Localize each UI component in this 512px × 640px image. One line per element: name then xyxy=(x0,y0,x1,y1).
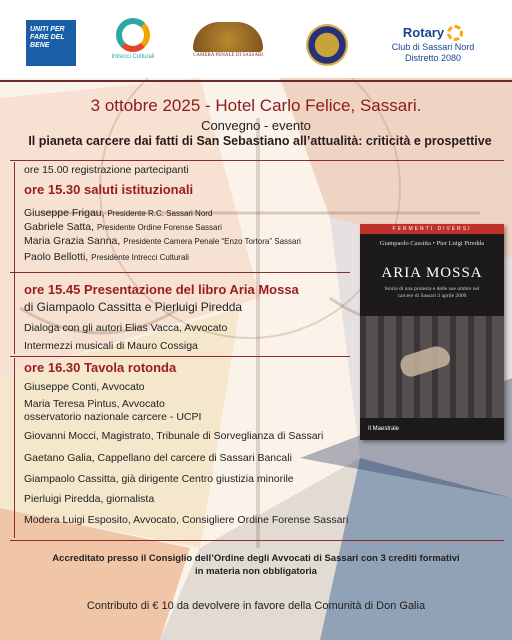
accreditation-line-1: Accreditato presso il Consiglio dell’Ordine degli Avvocati di Sassari con 3 crediti formativi xyxy=(52,553,460,564)
program-divider-top xyxy=(10,160,504,161)
presentation-dialogue: Dialoga con gli autori Elias Vacca, Avvocato xyxy=(24,322,228,334)
event-type: Convegno - evento xyxy=(201,118,311,133)
intrecci-ring-icon xyxy=(116,18,150,52)
ordine-avvocati-seal-icon xyxy=(306,24,348,66)
roundtable-moderator: Modera Luigi Esposito, Avvocato, Consigliere Ordine Forense Sassari xyxy=(24,514,349,526)
program-bar-greetings xyxy=(14,162,15,274)
header-divider xyxy=(0,80,512,82)
presentation-authors: di Giampaolo Cassitta e Pierluigi Piredda xyxy=(24,300,243,314)
presentation-music: Intermezzi musicali di Mauro Cossiga xyxy=(24,340,198,352)
roundtable-participant: Gaetano Galia, Cappellano del carcere di Sassari Bancali xyxy=(24,452,292,464)
camera-penale-logo xyxy=(188,22,268,68)
program-divider-presentation xyxy=(10,272,350,273)
rotary-name: Rotary xyxy=(402,25,445,41)
accreditation-note xyxy=(16,552,496,578)
book-authors: Giampaolo Cassitta • Pier Luigi Piredda xyxy=(379,240,485,247)
registration-line: ore 15.00 registrazione partecipanti xyxy=(24,164,189,176)
intrecci-culturali-logo xyxy=(108,18,158,70)
roundtable-participant: Pierluigi Piredda, giornalista xyxy=(24,493,155,505)
presentation-heading: ore 15.45 Presentazione del libro Aria Mossa xyxy=(24,282,299,297)
event-theme: Il pianeta carcere dai fatti di San Sebastiano all’attualità: criticità e prospettive xyxy=(28,134,492,148)
roundtable-participant: Maria Teresa Pintus, Avvocato xyxy=(24,398,165,410)
rotary-club: Club di Sassari Nord xyxy=(391,42,475,52)
rotary-district: Distretto 2080 xyxy=(404,53,462,63)
accreditation-line-2: in materia non obbligatoria xyxy=(195,566,317,577)
program-bar-presentation xyxy=(14,274,15,354)
camera-penale-emblem-icon xyxy=(193,22,263,52)
greetings-heading: ore 15.30 saluti istituzionali xyxy=(24,182,194,197)
book-title: ARIA MOSSA xyxy=(381,265,483,281)
rotary-logo xyxy=(374,24,492,74)
book-subtitle: Storia di una protesta e delle sue ombre nel carcere di Sassari 3 aprile 2000 xyxy=(384,286,480,299)
contribution-note: Contributo di € 10 da devolvere in favore della Comunità di Don Galia xyxy=(86,600,426,612)
greeting-person: Gabriele Satta, Presidente Ordine Forense Sassari xyxy=(24,221,222,233)
book-cover-image xyxy=(360,316,504,418)
roundtable-participant: Giovanni Mocci, Magistrato, Tribunale di Sorveglianza di Sassari xyxy=(24,430,324,442)
hand-image xyxy=(398,343,452,379)
uniti-per-fare-del-bene-logo: UNITI PER FARE DEL BENE xyxy=(26,20,76,66)
roundtable-participant: Giuseppe Conti, Avvocato xyxy=(24,381,145,393)
greeting-person: Paolo Bellotti, Presidente Intrecci Culturali xyxy=(24,251,189,263)
rotary-wheel-icon xyxy=(447,25,463,41)
roundtable-participant: osservatorio nazionale carcere - UCPI xyxy=(24,411,202,423)
camera-penale-logo-label: CAMERA PENALE DI SASSARI xyxy=(193,53,263,58)
greeting-person: Giuseppe Frigau, Presidente R.C. Sassari Nord xyxy=(24,207,213,219)
greeting-person: Maria Grazia Sanna, Presidente Camera Penale “Enzo Tortora” Sassari xyxy=(24,235,301,247)
roundtable-heading: ore 16.30 Tavola rotonda xyxy=(24,360,177,375)
program-bar-roundtable xyxy=(14,358,15,538)
book-cover xyxy=(360,224,504,440)
program-divider-roundtable xyxy=(10,356,350,357)
program-divider-bottom xyxy=(10,540,504,541)
logo-row xyxy=(0,0,512,76)
intrecci-logo-label: Intrecci Culturali xyxy=(111,54,155,60)
book-publisher: Il Maestrale xyxy=(368,426,400,432)
roundtable-participant: Giampaolo Cassitta, già dirigente Centro giustizia minorile xyxy=(24,473,294,485)
event-date-location: 3 ottobre 2025 - Hotel Carlo Felice, Sassari. xyxy=(90,96,422,115)
book-series: FERMENTI DIVERSI xyxy=(360,224,504,234)
